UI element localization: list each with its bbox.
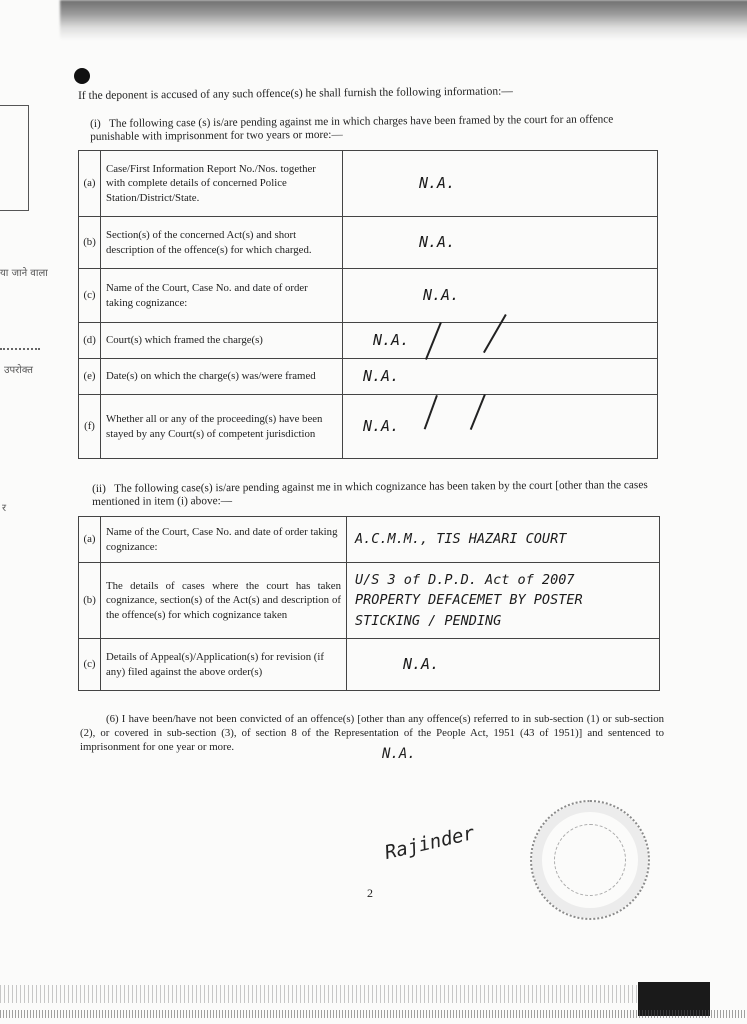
scan-smudge [60, 0, 747, 40]
page-number: 2 [367, 886, 373, 900]
table-row [79, 151, 658, 217]
margin-text: या जाने वाला [0, 268, 48, 279]
row-question: Case/First Information Report No./Nos. together with complete details of concerned Police Station/District/State. [101, 151, 343, 217]
answer-line: U/S 3 of D.P.D. Act of 2007 [355, 572, 575, 589]
official-seal [530, 800, 650, 920]
paragraph-6: (6) I have been/have not been convicted of an offence(s) [other than any offence(s) referred to in sub-section (1) or sub-section (2), or covered in sub-section (3), of section 8 of the Representation of the People Act, 1951 (43 of 1951)] and sentenced to imprisonment for one year or more. [80, 713, 664, 753]
section-ii-heading [92, 479, 662, 509]
section-ii-table [78, 516, 660, 691]
table-row [79, 359, 658, 395]
table-row [79, 395, 658, 459]
row-question: Section(s) of the concerned Act(s) and short description of the offence(s) for which charged. [101, 217, 343, 269]
row-answer: N.A. [343, 151, 658, 217]
row-question: Name of the Court, Case No. and date of order taking cognizance: [101, 517, 347, 563]
row-label: (d) [79, 323, 101, 359]
row-label: (f) [79, 395, 101, 459]
row-answer: N.A. [343, 217, 658, 269]
row-label: (c) [79, 269, 101, 323]
margin-dotline [0, 348, 40, 350]
row-question: Details of Appeal(s)/Application(s) for revision (if any) filed against the above order(s) [101, 639, 347, 691]
row-label: (b) [79, 217, 101, 269]
row-answer: N.A. [347, 639, 660, 691]
section-heading-text: The following case (s) is/are pending against me in which charges have been framed by the court for an offence punishable with imprisonment for two years or more:— [90, 113, 614, 143]
seal-inner-ring [554, 824, 626, 896]
row-label: (b) [79, 563, 101, 639]
section-number: (i) [90, 117, 101, 130]
scan-edge [0, 985, 640, 1003]
row-answer: N.A. [343, 323, 658, 359]
row-answer: N.A. [343, 359, 658, 395]
margin-text: र [2, 503, 7, 514]
row-answer: N.A. [343, 269, 658, 323]
row-question: Whether all or any of the proceeding(s) have been stayed by any Court(s) of competent jurisdiction [101, 395, 343, 459]
row-label: (a) [79, 517, 101, 563]
signature: Rajinder [382, 821, 477, 865]
row-answer: A.C.M.M., TIS HAZARI COURT [347, 517, 660, 563]
table-row [79, 639, 660, 691]
row-answer: N.A. [343, 395, 658, 459]
answer-line: STICKING / PENDING [355, 612, 502, 629]
table-row [79, 323, 658, 359]
table-row [79, 517, 660, 563]
answer-line: PROPERTY DEFACEMET BY POSTER [355, 592, 583, 609]
para-6-answer: N.A. [382, 746, 416, 762]
table-row [79, 217, 658, 269]
intro-text: If the deponent is accused of any such offence(s) he shall furnish the following information:— [78, 85, 513, 102]
punch-hole [74, 68, 90, 84]
row-label: (c) [79, 639, 101, 691]
section-number: (ii) [92, 482, 106, 495]
margin-box [0, 105, 29, 211]
scan-edge-line [0, 1010, 747, 1018]
section-heading-text: The following case(s) is/are pending against me in which cognizance has been taken by the court [other than the cases mentioned in item (i) above:— [92, 479, 648, 508]
table-row [79, 269, 658, 323]
row-question: The details of cases where the court has taken cognizance, section(s) of the Act(s) and description of the offence(s) for which cognizance taken [101, 563, 347, 639]
row-label: (e) [79, 359, 101, 395]
section-i-table [78, 150, 658, 459]
row-question: Name of the Court, Case No. and date of order taking cognizance: [101, 269, 343, 323]
margin-text: उपरोक्त [4, 365, 33, 376]
section-i-heading [90, 113, 662, 144]
row-question: Court(s) which framed the charge(s) [101, 323, 343, 359]
row-question: Date(s) on which the charge(s) was/were framed [101, 359, 343, 395]
table-row [79, 563, 660, 639]
row-answer [347, 563, 660, 639]
row-label: (a) [79, 151, 101, 217]
